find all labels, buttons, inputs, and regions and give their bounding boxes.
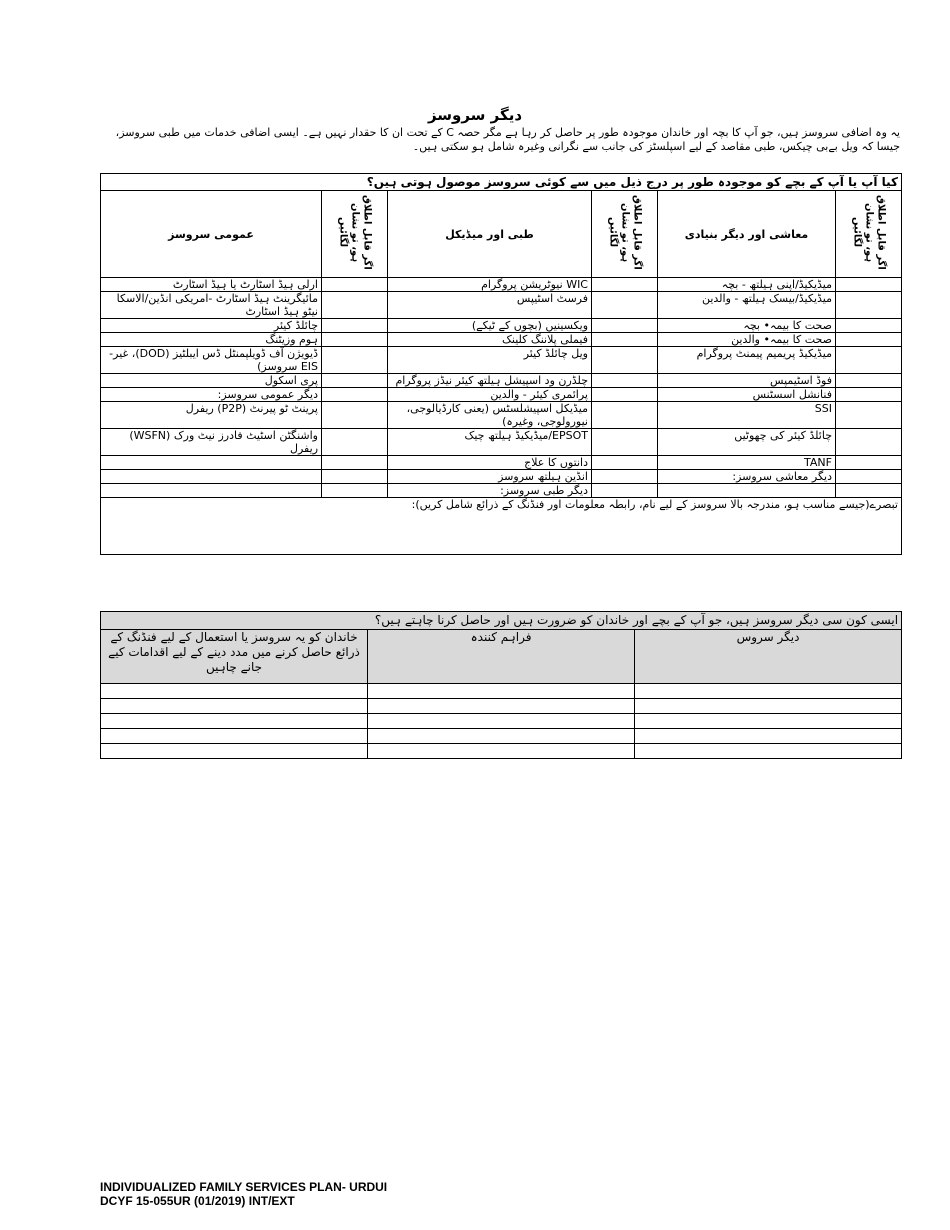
- form-footer: [100, 1180, 387, 1208]
- other-services-row[interactable]: [101, 744, 902, 759]
- service-financial: میڈیکیڈ/بیسک ہیلتھ - والدین: [658, 292, 836, 319]
- header-financial: معاشی اور دیگر بنیادی: [658, 191, 836, 278]
- page-title: دیگر سروسز: [427, 106, 523, 124]
- checkbox-general[interactable]: [322, 347, 388, 374]
- checkbox-financial[interactable]: [836, 333, 902, 347]
- other-service-cell[interactable]: [635, 699, 902, 714]
- service-general: چائلڈ کیئر: [101, 319, 322, 333]
- checkbox-general[interactable]: [322, 484, 388, 498]
- other-services-row[interactable]: [101, 714, 902, 729]
- other-services-question-row: [101, 612, 902, 630]
- other-service-cell[interactable]: [635, 714, 902, 729]
- service-medical: پرائمری کیئر - والدین: [388, 388, 592, 402]
- service-financial: فوڈ اسٹیمپس: [658, 374, 836, 388]
- services-question-row: [101, 174, 902, 191]
- service-general: ارلی ہیڈ اسٹارٹ یا ہیڈ اسٹارٹ: [101, 278, 322, 292]
- service-general: [101, 470, 322, 484]
- checkbox-medical[interactable]: [592, 456, 658, 470]
- checkbox-medical[interactable]: [592, 278, 658, 292]
- service-financial: چائلڈ کیئر کی چھوٹیں: [658, 429, 836, 456]
- checkbox-general[interactable]: [322, 429, 388, 456]
- checkbox-general[interactable]: [322, 292, 388, 319]
- checkbox-general[interactable]: [322, 388, 388, 402]
- other-services-row[interactable]: [101, 684, 902, 699]
- service-medical: دیگر طبی سروسز:: [388, 484, 592, 498]
- service-general: دیگر عمومی سروسز:: [101, 388, 322, 402]
- service-general: مائیگرینٹ ہیڈ اسٹارٹ -امریکی انڈین/الاسکا نیٹو ہیڈ اسٹارٹ: [101, 292, 322, 319]
- service-financial: TANF: [658, 456, 836, 470]
- provider-cell[interactable]: [368, 729, 635, 744]
- checkbox-financial[interactable]: [836, 388, 902, 402]
- service-row: [101, 470, 902, 484]
- service-medical: ویکسینیں (بچوں کے ٹیکے): [388, 319, 592, 333]
- service-general: پری اسکول: [101, 374, 322, 388]
- checkbox-medical[interactable]: [592, 347, 658, 374]
- service-medical: ویل چائلڈ کیئر: [388, 347, 592, 374]
- service-row: [101, 292, 902, 319]
- checkbox-general[interactable]: [322, 374, 388, 388]
- checkbox-financial[interactable]: [836, 402, 902, 429]
- intro-paragraph: یہ وہ اضافی سروسز ہیں، جو آپ کا بچہ اور خاندان موجودہ طور پر حاصل کر رہا ہے مگر حصہ C کے تحت ان کا حقدار نہیں ہے۔ ایسی اضافی خدمات میں طبی سروسز، جیسا کہ ویل بےبی چیکس، طبی مقاصد کے لیے اسپلسٹز کی جانب سے نگرانی وغیرہ شامل ہو سکتی ہیں۔: [115, 126, 900, 153]
- service-row: [101, 374, 902, 388]
- service-row: [101, 388, 902, 402]
- checkbox-medical[interactable]: [592, 333, 658, 347]
- other-services-table: [100, 611, 902, 759]
- header-provider: فراہم کنندہ: [368, 630, 635, 684]
- checkbox-financial[interactable]: [836, 319, 902, 333]
- checkbox-medical[interactable]: [592, 319, 658, 333]
- comments-row[interactable]: [101, 498, 902, 555]
- service-financial: SSI: [658, 402, 836, 429]
- service-financial: دیگر معاشی سروسز:: [658, 470, 836, 484]
- service-medical: انڈین ہیلتھ سروسز: [388, 470, 592, 484]
- check-header-medical: اگر قابل اطلاق ہو، تو نشان لگائیں: [592, 191, 658, 278]
- checkbox-general[interactable]: [322, 333, 388, 347]
- checkbox-financial[interactable]: [836, 429, 902, 456]
- checkbox-medical[interactable]: [592, 402, 658, 429]
- service-medical: EPSOT/میڈیکیڈ ہیلتھ چیک: [388, 429, 592, 456]
- service-medical: میڈیکل اسپیشلسٹس (یعنی کارڈیالوجی، نیورولوجی، وغیرہ): [388, 402, 592, 429]
- checkbox-general[interactable]: [322, 278, 388, 292]
- other-services-question: ایسی کون سی دیگر سروسز ہیں، جو آپ کے بچے اور خاندان کو ضرورت ہیں اور حاصل کرنا چاہتے ہیں؟: [101, 612, 902, 630]
- header-other-service: دیگر سروس: [635, 630, 902, 684]
- header-steps: خاندان کو یہ سروسز یا استعمال کے لیے فنڈنگ کے ذرائع حاصل کرنے میں مدد دینے کے لیے اقدامات کیے جانے چاہیں: [101, 630, 368, 684]
- services-header-row: [101, 191, 902, 278]
- service-general: [101, 456, 322, 470]
- header-general: عمومی سروسز: [101, 191, 322, 278]
- service-medical: WIC نیوٹریشن پروگرام: [388, 278, 592, 292]
- form-title: INDIVIDUALIZED FAMILY SERVICES PLAN- URDUI: [100, 1180, 388, 1194]
- checkbox-financial[interactable]: [836, 292, 902, 319]
- form-number: DCYF 15-055UR (01/2019) INT/EXT: [100, 1194, 295, 1208]
- service-row: [101, 402, 902, 429]
- provider-cell[interactable]: [368, 684, 635, 699]
- steps-cell[interactable]: [101, 699, 368, 714]
- services-table: [100, 173, 902, 555]
- checkbox-financial[interactable]: [836, 484, 902, 498]
- steps-cell[interactable]: [101, 684, 368, 699]
- service-row: [101, 456, 902, 470]
- provider-cell[interactable]: [368, 744, 635, 759]
- service-general: ہوم وزیٹنگ: [101, 333, 322, 347]
- checkbox-medical[interactable]: [592, 388, 658, 402]
- service-financial: [658, 484, 836, 498]
- steps-cell[interactable]: [101, 744, 368, 759]
- other-service-cell[interactable]: [635, 684, 902, 699]
- check-header-financial: اگر قابل اطلاق ہو، تو نشان لگائیں: [836, 191, 902, 278]
- comments-field[interactable]: تبصرے(جیسے مناسب ہو، مندرجہ بالا سروسز کے لیے نام، رابطہ معلومات اور فنڈنگ کے ذرائع شامل کریں):: [101, 498, 902, 555]
- checkbox-medical[interactable]: [592, 470, 658, 484]
- other-services-row[interactable]: [101, 699, 902, 714]
- service-general: واشنگٹن اسٹیٹ فادرز نیٹ ورک (WSFN) ریفرل: [101, 429, 322, 456]
- other-services-header-row: [101, 630, 902, 684]
- checkbox-medical[interactable]: [592, 292, 658, 319]
- service-row: [101, 484, 902, 498]
- service-financial: صحت کا بیمہ• بچہ: [658, 319, 836, 333]
- service-row: [101, 319, 902, 333]
- service-row: [101, 347, 902, 374]
- service-financial: میڈیکیڈ/اپنی ہیلتھ - بچہ: [658, 278, 836, 292]
- steps-cell[interactable]: [101, 714, 368, 729]
- header-medical: طبی اور میڈیکل: [388, 191, 592, 278]
- service-row: [101, 333, 902, 347]
- checkbox-general[interactable]: [322, 402, 388, 429]
- other-services-row[interactable]: [101, 729, 902, 744]
- checkbox-medical[interactable]: [592, 484, 658, 498]
- service-medical: فیملی پلاننگ کلینک: [388, 333, 592, 347]
- service-row: [101, 278, 902, 292]
- other-service-cell[interactable]: [635, 744, 902, 759]
- checkbox-financial[interactable]: [836, 347, 902, 374]
- checkbox-financial[interactable]: [836, 470, 902, 484]
- checkbox-general[interactable]: [322, 319, 388, 333]
- steps-cell[interactable]: [101, 729, 368, 744]
- other-service-cell[interactable]: [635, 729, 902, 744]
- service-general: پرینٹ ٹو پیرنٹ (P2P) ریفرل: [101, 402, 322, 429]
- service-general: ڈیویژن آف ڈویلپمنٹل ڈس ایبلٹیز (DOD)، غیر-EIS سروسز): [101, 347, 322, 374]
- service-general: [101, 484, 322, 498]
- provider-cell[interactable]: [368, 699, 635, 714]
- service-row: [101, 429, 902, 456]
- provider-cell[interactable]: [368, 714, 635, 729]
- checkbox-general[interactable]: [322, 470, 388, 484]
- service-financial: میڈیکیڈ پریمیم پیمنٹ پروگرام: [658, 347, 836, 374]
- check-header-general: اگر قابل اطلاق ہو، تو نشان لگائیں: [322, 191, 388, 278]
- checkbox-financial[interactable]: [836, 456, 902, 470]
- checkbox-financial[interactable]: [836, 374, 902, 388]
- checkbox-financial[interactable]: [836, 278, 902, 292]
- checkbox-medical[interactable]: [592, 429, 658, 456]
- checkbox-general[interactable]: [322, 456, 388, 470]
- services-question: کیا آپ یا آپ کے بچے کو موجودہ طور پر درج ذیل میں سے کوئی سروسز موصول ہوتی ہیں؟: [101, 174, 902, 191]
- service-financial: فنانشل اسسٹنس: [658, 388, 836, 402]
- service-medical: فرسٹ اسٹیپس: [388, 292, 592, 319]
- checkbox-medical[interactable]: [592, 374, 658, 388]
- service-medical: دانتوں کا علاج: [388, 456, 592, 470]
- service-medical: چلڈرن ود اسپیشل ہیلتھ کیئر نیڈز پروگرام: [388, 374, 592, 388]
- service-financial: صحت کا بیمہ• والدین: [658, 333, 836, 347]
